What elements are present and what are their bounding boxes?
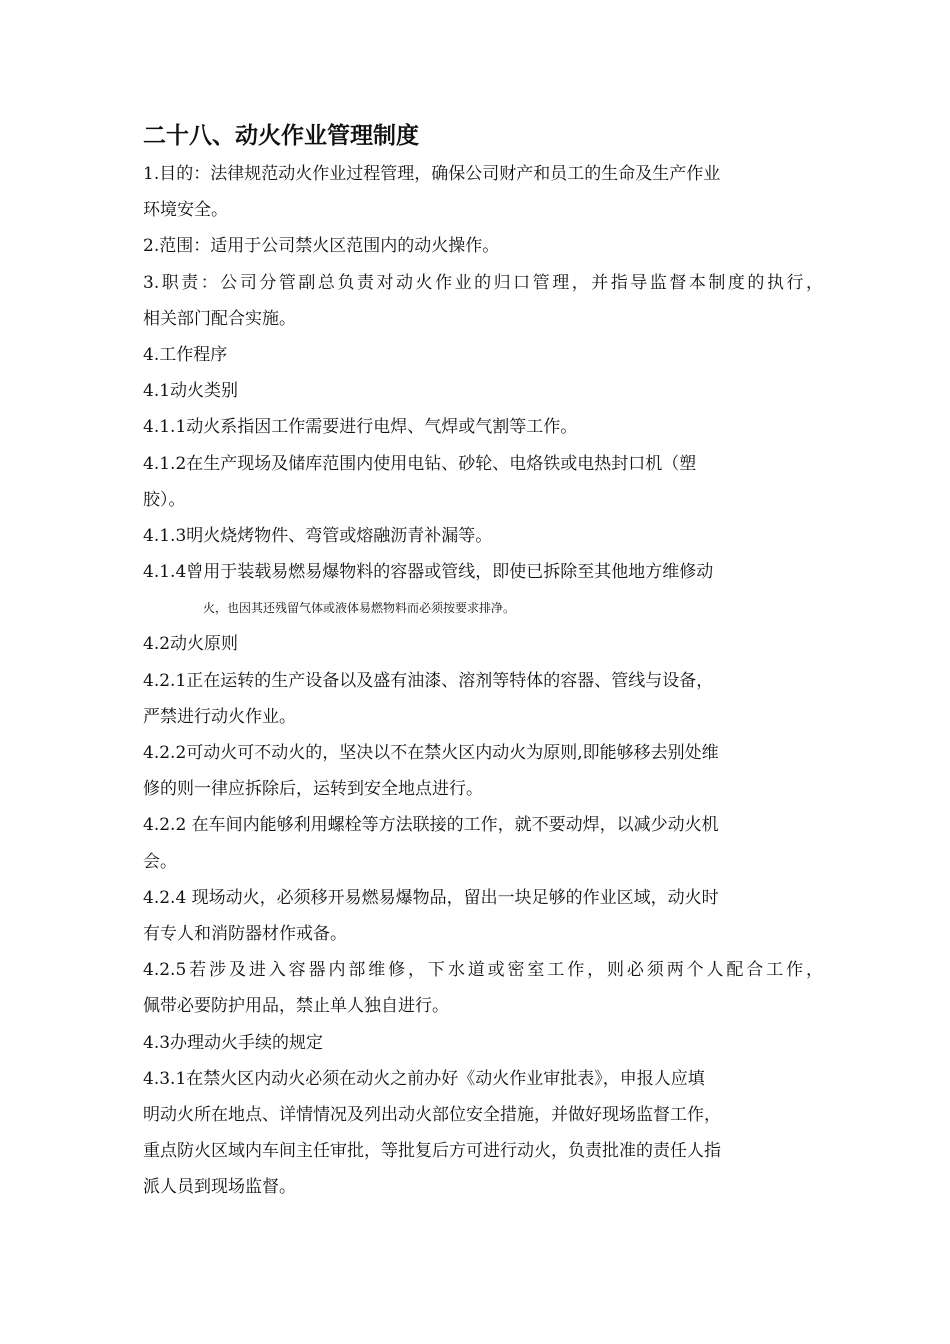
text-line: 1.目的：法律规范动火作业过程管理，确保公司财产和员工的生命及生产作业 xyxy=(143,164,721,184)
text-line: 环境安全。 xyxy=(143,200,228,221)
text-line: 4.1动火类别 xyxy=(143,381,239,402)
text-line: 4.1.3明火烧烤物件、弯管或熔融沥青补漏等。 xyxy=(143,525,493,546)
text-line: 重点防火区域内车间主任审批，等批复后方可进行动火，负责批准的责任人指 xyxy=(143,1141,721,1162)
text-line: 3.职责：公司分管副总负责对动火作业的归口管理，并指导监督本制度的执行， xyxy=(143,272,823,293)
text-line: 4.工作程序 xyxy=(143,344,228,365)
text-line: 4.1.4曾用于装载易燃易爆物料的容器或管线，即使已拆除至其他地方维修动 xyxy=(143,562,714,583)
text-line: 2.范围：适用于公司禁火区范围内的动火操作。 xyxy=(143,236,500,257)
text-line: 明动火所在地点、详情情况及列出动火部位安全措施，并做好现场监督工作， xyxy=(143,1104,721,1125)
text-line: 4.2动火原则 xyxy=(143,634,239,655)
text-line: 胶）。 xyxy=(143,489,186,510)
text-line: 4.2.2可动火可不动火的，坚决以不在禁火区内动火为原则,即能够移去别处维 xyxy=(143,743,719,763)
text-line: 相关部门配合实施。 xyxy=(143,308,296,329)
text-line: 4.2.5若涉及进入容器内部维修，下水道或密室工作，则必须两个人配合工作， xyxy=(143,960,823,981)
text-line: 4.1.2在生产现场及储库范围内使用电钻、砂轮、电烙铁或电热封口机（塑 xyxy=(143,453,697,474)
text-line: 4.3办理动火手续的规定 xyxy=(143,1032,324,1053)
text-line: 派人员到现场监督。 xyxy=(143,1177,296,1198)
text-line: 4.2.1正在运转的生产设备以及盛有油漆、溶剂等特体的容器、管线与设备， xyxy=(143,670,714,691)
text-line: 4.3.1在禁火区内动火必须在动火之前办好《动火作业审批表》，申报人应填 xyxy=(143,1068,705,1089)
text-line: 4.2.4 现场动火，必须移开易燃易爆物品，留出一块足够的作业区域，动火时 xyxy=(143,887,719,908)
text-line: 修的则一律应拆除后，运转到安全地点进行。 xyxy=(143,779,483,800)
text-line: 4.2.2 在车间内能够利用螺栓等方法联接的工作，就不要动焊，以减少动火机 xyxy=(143,815,719,836)
document-body xyxy=(143,156,823,1205)
document-title: 二十八、动火作业管理制度 xyxy=(143,123,419,149)
text-line: 会。 xyxy=(143,851,177,872)
text-line: 有专人和消防器材作戒备。 xyxy=(143,923,347,944)
text-line: 4.1.1动火系指因工作需要进行电焊、气焊或气割等工作。 xyxy=(143,417,578,438)
text-line: 严禁进行动火作业。 xyxy=(143,706,296,727)
text-line: 火，也因其还残留气体或液体易燃物料而必须按要求排净。 xyxy=(203,601,516,616)
text-line: 佩带必要防护用品，禁止单人独自进行。 xyxy=(143,996,449,1017)
